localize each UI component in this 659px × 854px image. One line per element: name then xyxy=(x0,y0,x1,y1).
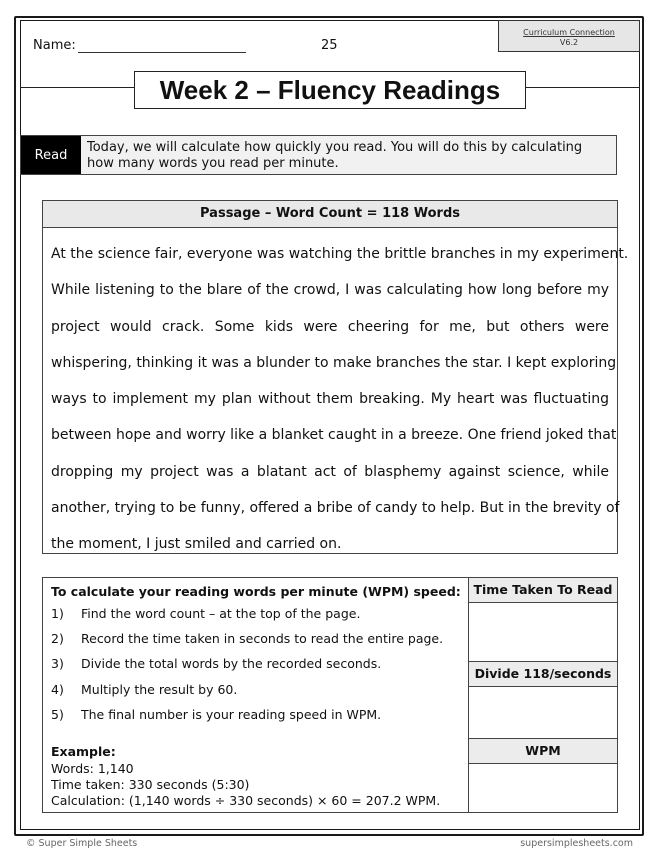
step-number: 3) xyxy=(51,656,64,671)
wpm-calculation-box xyxy=(42,577,618,813)
step-text: Record the time taken in seconds to read the entire page. xyxy=(81,631,444,646)
step-number: 2) xyxy=(51,631,64,646)
read-tab-label: Read xyxy=(21,136,81,174)
example-line: Words: 1,140 xyxy=(51,761,134,776)
passage-line: At the science fair, everyone was watching the brittle branches in my experiment. xyxy=(51,246,629,262)
name-field-line xyxy=(78,52,246,53)
step-text: The final number is your reading speed in WPM. xyxy=(81,707,382,722)
footer-website: supersimplesheets.com xyxy=(520,838,633,849)
step-item xyxy=(51,631,443,646)
wpm-instructions xyxy=(43,578,468,812)
step-number: 4) xyxy=(51,682,64,697)
wpm-answer-column xyxy=(468,578,617,812)
step-text: Divide the total words by the recorded seconds. xyxy=(81,656,382,671)
wpm-header: WPM xyxy=(469,739,617,764)
example-line: Calculation: (1,140 words ÷ 330 seconds) × 60 = 207.2 WPM. xyxy=(51,793,441,808)
example-line: Time taken: 330 seconds (5:30) xyxy=(51,777,250,792)
passage-box xyxy=(42,200,629,554)
step-text: Multiply the result by 60. xyxy=(81,682,238,697)
passage-heading: Passage – Word Count = 118 Words xyxy=(43,201,617,228)
title-rule-left xyxy=(20,87,134,88)
step-item xyxy=(51,707,381,722)
step-text: Find the word count – at the top of the page. xyxy=(81,606,361,621)
step-item xyxy=(51,656,381,671)
passage-line: another, trying to be funny, offered a bribe of candy to help. But in the brevity of xyxy=(51,500,620,517)
curriculum-label: Curriculum Connection xyxy=(523,28,615,37)
title-rule-right xyxy=(526,87,640,88)
name-label: Name: xyxy=(33,38,76,53)
passage-line: While listening to the blare of the crowd, I was calculating how long before my xyxy=(51,282,609,299)
step-number: 5) xyxy=(51,707,64,722)
page-number: 25 xyxy=(321,38,338,53)
passage-line: dropping my project was a blatant act of blasphemy against science, while xyxy=(51,463,609,480)
passage-line: project would crack. Some kids were cheering for me, but others were xyxy=(51,318,609,335)
page-title: Week 2 – Fluency Readings xyxy=(134,71,526,109)
example-heading: Example: xyxy=(51,744,116,759)
step-item xyxy=(51,682,237,697)
step-number: 1) xyxy=(51,606,64,621)
read-instruction-text: Today, we will calculate how quickly you read. You will do this by calculating how many words you read per minute. xyxy=(87,140,583,171)
curriculum-version: V6.2 xyxy=(559,38,579,47)
wpm-heading: To calculate your reading words per minute (WPM) speed: xyxy=(51,584,461,599)
curriculum-connection-badge xyxy=(498,20,640,52)
passage-line: between hope and worry like a blanket caught in a breeze. One friend joked that xyxy=(51,427,617,444)
step-item xyxy=(51,606,360,621)
read-instruction-box xyxy=(20,135,617,175)
divide-header: Divide 118/seconds xyxy=(469,662,617,687)
passage-text xyxy=(43,228,629,563)
footer-copyright: © Super Simple Sheets xyxy=(26,838,138,849)
passage-line: the moment, I just smiled and carried on. xyxy=(51,536,342,553)
passage-line: ways to implement my plan without them breaking. My heart was fluctuating xyxy=(51,391,609,408)
time-taken-header: Time Taken To Read xyxy=(469,578,617,603)
passage-line: whispering, thinking it was a blunder to make branches the star. I kept exploring xyxy=(51,354,617,371)
